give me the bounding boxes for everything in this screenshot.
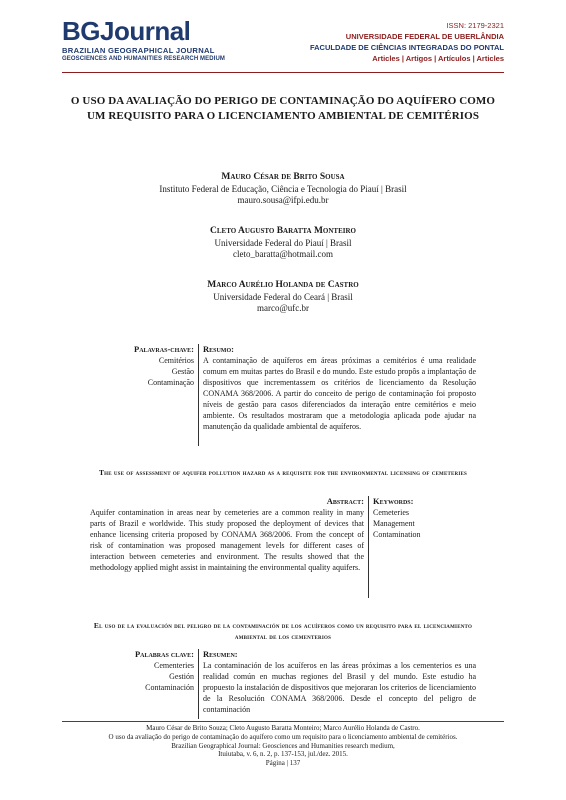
- author-3: [70, 280, 496, 315]
- keyword: Contaminação: [147, 378, 194, 387]
- footer-journal: Brazilian Geographical Journal: Geosciences and Humanities research medium,: [171, 741, 395, 750]
- article-title: O USO DA AVALIAÇÃO DO PERIGO DE CONTAMINAÇÃO DO AQUÍFERO COMO UM REQUISITO PARA O LICENCIAMENTO AMBIENTAL DE CEMITÉRIOS: [70, 95, 496, 122]
- keyword: Gestão: [171, 367, 194, 376]
- keyword: Cemeteries: [373, 508, 409, 517]
- pt-abstract: [203, 344, 476, 432]
- es-keywords: [90, 649, 194, 693]
- header-rule: [62, 72, 504, 73]
- keyword: Gestión: [169, 672, 194, 681]
- author-affiliation: Universidade Federal do Piauí | Brasil: [214, 237, 352, 248]
- en-divider: [368, 496, 369, 598]
- footer-authors: Mauro César de Brito Souza; Cleto Augusto Baratta Monteiro; Marco Aurélio Holanda de Castro.: [146, 724, 420, 732]
- author-email[interactable]: mauro.sousa@ifpi.edu.br: [237, 195, 329, 205]
- author-email[interactable]: marco@ufc.br: [256, 303, 309, 313]
- pt-abstract-text: A contaminação de aquíferos em áreas próximas a cemitérios é uma realidade comum em muitas partes do Brasil e do mundo. Este estudo propôs a implantação de dispositivos que incrementassem os critérios de licenciamento da Resolução CONAMA 368/2006. A partir do conceito de perigo de contaminação foi proposto níveis de gestão para casos diferenciados da interação entre cemitérios e meio ambiente. Os resultados mostraram que a metodologia aplicada pode ajudar na manutenção da qualidade ambiental de aquíferos.: [203, 356, 476, 431]
- keyword: Contaminación: [145, 683, 194, 692]
- es-abstract-text: La contaminación de los acuíferos en las áreas próximas a los cementerios es una realidad común en muchas regiones del Brasil y del mundo. Este estudio ha propuesto la instalación de dispositivos que mejoraran los criterios de licenciamiento de la Resolución CONAMA 368/2006. Desde el concepto del peligro de contaminación: [203, 661, 476, 714]
- author-affiliation: Universidade Federal do Ceará | Brasil: [213, 291, 353, 302]
- author-affiliation: Instituto Federal de Educação, Ciência e Tecnologia do Piauí | Brasil: [159, 183, 407, 194]
- journal-logo-subtitle: BRAZILIAN GEOGRAPHICAL JOURNAL: [62, 46, 215, 55]
- pt-keywords: [90, 344, 194, 388]
- journal-logo-tagline: GEOSCIENCES AND HUMANITIES RESEARCH MEDIUM: [62, 56, 225, 62]
- en-title: The use of assessment of aquifer pollution hazard as a requisite for the environmental licensing of cemeteries: [98, 468, 468, 477]
- en-abstract-label: Abstract:: [326, 496, 364, 506]
- es-divider: [198, 649, 199, 719]
- faculty-name: FACULDADE DE CIÊNCIAS INTEGRADAS DO PONTAL: [309, 43, 504, 52]
- en-keywords: [373, 496, 477, 540]
- footer-volume: Ituiutaba, v. 6, n. 2, p. 137-153, jul./dez. 2015.: [218, 750, 348, 759]
- es-title: El uso de la evaluación del peligro de la contaminación de los acuíferos como un requisito para el licenciamiento ambiental de los cementerios: [93, 621, 473, 641]
- en-keywords-label: Keywords:: [373, 496, 414, 506]
- keyword: Cemitérios: [158, 356, 194, 365]
- author-2: [70, 226, 496, 261]
- university-name: UNIVERSIDADE FEDERAL DE UBERLÂNDIA: [345, 32, 504, 41]
- pt-divider: [198, 344, 199, 446]
- keyword: Cementeries: [154, 661, 194, 670]
- en-abstract-text: Aquifer contamination in areas near by cemeteries are a common reality in many parts of Brazil e worldwide. This study proposed the deployment of devices that enhance licensing criteria proposed by CONAMA 368/2006. From the concept of risk of contamination was proposed management levels for different cases of interaction between cemeteries and environment. The results showed that the methodology applied might assist in maintaining the environmental quality aquifers.: [90, 508, 364, 572]
- citation-footer: [62, 724, 504, 768]
- pt-keywords-label: Palavras-chave:: [134, 344, 194, 354]
- author-name: Cleto Augusto Baratta Monteiro: [210, 226, 356, 236]
- journal-logo: BGJournal: [62, 16, 191, 46]
- page-number: Página | 137: [265, 759, 301, 768]
- es-keywords-label: Palabras clave:: [134, 649, 194, 659]
- keyword: Management: [373, 519, 415, 528]
- en-abstract: [90, 496, 364, 573]
- footer-rule: [62, 721, 504, 722]
- es-abstract-label: Resumen:: [203, 649, 238, 659]
- pt-abstract-label: Resumo:: [203, 344, 234, 354]
- footer-article-title: O uso da avaliação do perigo de contaminação do aquífero como um requisito para o licenciamento ambiental de cemitérios.: [108, 732, 458, 741]
- author-name: Marco Aurélio Holanda de Castro: [207, 280, 359, 290]
- section-names: Articles | Artigos | Artículos | Articles: [372, 54, 504, 63]
- author-1: [70, 172, 496, 207]
- keyword: Contamination: [373, 530, 421, 539]
- author-name: Mauro César de Brito Sousa: [221, 172, 345, 182]
- es-abstract: [203, 649, 476, 719]
- journal-header-info: [310, 20, 504, 64]
- author-email[interactable]: cleto_baratta@hotmail.com: [232, 249, 333, 259]
- issn: ISSN: 2179-2321: [446, 21, 504, 30]
